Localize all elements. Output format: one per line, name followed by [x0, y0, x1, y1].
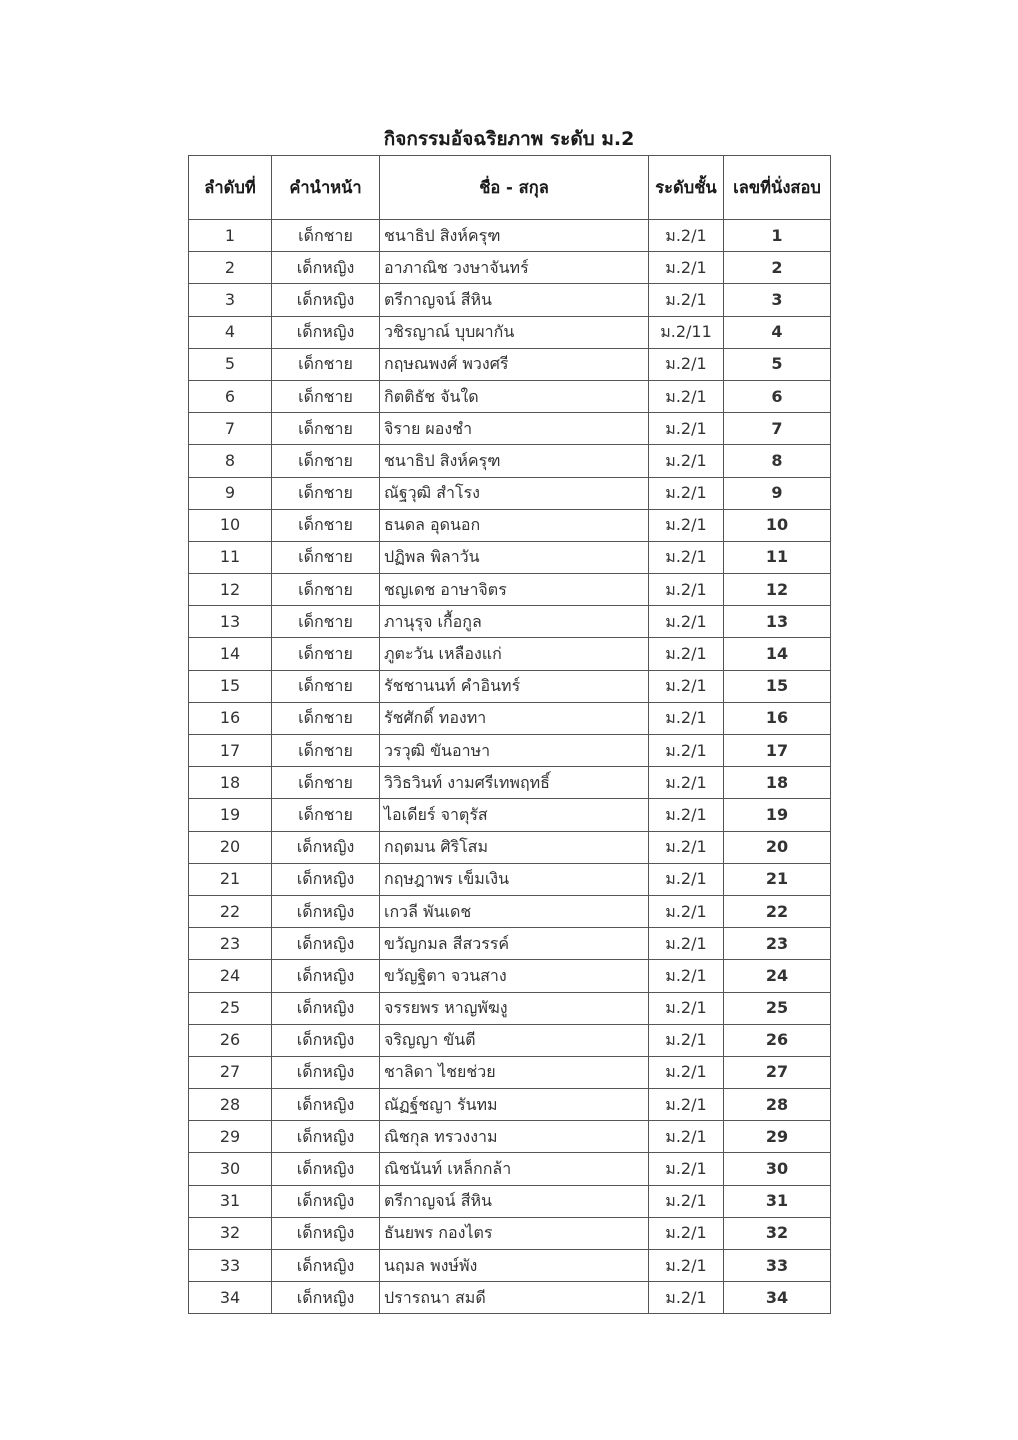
table-row — [189, 1024, 831, 1056]
table-row — [189, 1282, 831, 1314]
class-level-cell: ม.2/1 — [649, 1282, 724, 1314]
header-class-level: ระดับชั้น — [649, 156, 724, 220]
class-level-cell: ม.2/1 — [649, 445, 724, 477]
full-name-cell: ณิชกุล ทรวงงาม — [380, 1121, 649, 1153]
prefix-cell: เด็กชาย — [272, 799, 380, 831]
prefix-cell: เด็กหญิง — [272, 1024, 380, 1056]
full-name-cell: กิตติธัช จันใด — [380, 380, 649, 412]
class-level-cell: ม.2/1 — [649, 702, 724, 734]
seat-number-cell: 9 — [724, 477, 831, 509]
prefix-cell: เด็กชาย — [272, 445, 380, 477]
class-level-cell: ม.2/1 — [649, 1089, 724, 1121]
prefix-cell: เด็กหญิง — [272, 895, 380, 927]
order-number-cell: 11 — [189, 541, 272, 573]
full-name-cell: ภูตะวัน เหลืองแก่ — [380, 638, 649, 670]
order-number-cell: 9 — [189, 477, 272, 509]
seat-number-cell: 19 — [724, 799, 831, 831]
order-number-cell: 10 — [189, 509, 272, 541]
table-row — [189, 413, 831, 445]
full-name-cell: ธนดล อุดนอก — [380, 509, 649, 541]
table-row — [189, 316, 831, 348]
table-row — [189, 767, 831, 799]
order-number-cell: 28 — [189, 1089, 272, 1121]
class-level-cell: ม.2/1 — [649, 477, 724, 509]
order-number-cell: 21 — [189, 863, 272, 895]
seat-number-cell: 24 — [724, 960, 831, 992]
order-number-cell: 22 — [189, 895, 272, 927]
order-number-cell: 17 — [189, 735, 272, 767]
prefix-cell: เด็กหญิง — [272, 928, 380, 960]
order-number-cell: 18 — [189, 767, 272, 799]
prefix-cell: เด็กหญิง — [272, 1185, 380, 1217]
class-level-cell: ม.2/1 — [649, 767, 724, 799]
table-row — [189, 541, 831, 573]
full-name-cell: ไอเดียร์ จาตุรัส — [380, 799, 649, 831]
seat-number-cell: 32 — [724, 1217, 831, 1249]
full-name-cell: รัชศักดิ์ ทองทา — [380, 702, 649, 734]
prefix-cell: เด็กหญิง — [272, 316, 380, 348]
order-number-cell: 8 — [189, 445, 272, 477]
order-number-cell: 16 — [189, 702, 272, 734]
class-level-cell: ม.2/1 — [649, 831, 724, 863]
full-name-cell: ชญเดช อาษาจิตร — [380, 574, 649, 606]
class-level-cell: ม.2/1 — [649, 895, 724, 927]
prefix-cell: เด็กชาย — [272, 541, 380, 573]
prefix-cell: เด็กชาย — [272, 220, 380, 252]
prefix-cell: เด็กชาย — [272, 380, 380, 412]
full-name-cell: วรวุฒิ ขันอาษา — [380, 735, 649, 767]
seat-number-cell: 2 — [724, 252, 831, 284]
order-number-cell: 4 — [189, 316, 272, 348]
page-title: กิจกรรมอัจฉริยภาพ ระดับ ม.2 — [383, 128, 635, 150]
order-number-cell: 14 — [189, 638, 272, 670]
seat-number-cell: 14 — [724, 638, 831, 670]
table-row — [189, 863, 831, 895]
full-name-cell: กฤตมน ศิริโสม — [380, 831, 649, 863]
table-row — [189, 220, 831, 252]
full-name-cell: ณัฏฐ์ชญา รันทม — [380, 1089, 649, 1121]
header-order-number: ลำดับที่ — [189, 156, 272, 220]
table-row — [189, 1089, 831, 1121]
order-number-cell: 24 — [189, 960, 272, 992]
seat-number-cell: 20 — [724, 831, 831, 863]
full-name-cell: ตรีกาญจน์ สีหิน — [380, 284, 649, 316]
prefix-cell: เด็กหญิง — [272, 1250, 380, 1282]
seat-number-cell: 26 — [724, 1024, 831, 1056]
class-level-cell: ม.2/1 — [649, 380, 724, 412]
order-number-cell: 3 — [189, 284, 272, 316]
class-level-cell: ม.2/1 — [649, 735, 724, 767]
order-number-cell: 15 — [189, 670, 272, 702]
seat-number-cell: 23 — [724, 928, 831, 960]
order-number-cell: 12 — [189, 574, 272, 606]
seat-number-cell: 7 — [724, 413, 831, 445]
prefix-cell: เด็กชาย — [272, 477, 380, 509]
prefix-cell: เด็กหญิง — [272, 1217, 380, 1249]
order-number-cell: 7 — [189, 413, 272, 445]
prefix-cell: เด็กชาย — [272, 348, 380, 380]
class-level-cell: ม.2/1 — [649, 1250, 724, 1282]
prefix-cell: เด็กหญิง — [272, 1282, 380, 1314]
table-row — [189, 928, 831, 960]
table-row — [189, 348, 831, 380]
full-name-cell: ชนาธิป สิงห์ครุฑ — [380, 220, 649, 252]
seat-number-cell: 10 — [724, 509, 831, 541]
table-row — [189, 574, 831, 606]
table-row — [189, 831, 831, 863]
prefix-cell: เด็กหญิง — [272, 960, 380, 992]
class-level-cell: ม.2/1 — [649, 1217, 724, 1249]
table-row — [189, 702, 831, 734]
seat-number-cell: 11 — [724, 541, 831, 573]
full-name-cell: ขวัญกมล สีสวรรค์ — [380, 928, 649, 960]
order-number-cell: 20 — [189, 831, 272, 863]
table-row — [189, 252, 831, 284]
table-row — [189, 1217, 831, 1249]
class-level-cell: ม.2/1 — [649, 799, 724, 831]
order-number-cell: 26 — [189, 1024, 272, 1056]
prefix-cell: เด็กหญิง — [272, 831, 380, 863]
seat-number-cell: 30 — [724, 1153, 831, 1185]
prefix-cell: เด็กชาย — [272, 606, 380, 638]
full-name-cell: รัชชานนท์ คำอินทร์ — [380, 670, 649, 702]
class-level-cell: ม.2/1 — [649, 348, 724, 380]
table-row — [189, 1121, 831, 1153]
table-row — [189, 638, 831, 670]
order-number-cell: 6 — [189, 380, 272, 412]
table-row — [189, 670, 831, 702]
table-row — [189, 606, 831, 638]
full-name-cell: ตรีกาญจน์ สีหิน — [380, 1185, 649, 1217]
prefix-cell: เด็กชาย — [272, 574, 380, 606]
seat-number-cell: 12 — [724, 574, 831, 606]
prefix-cell: เด็กหญิง — [272, 252, 380, 284]
seat-number-cell: 4 — [724, 316, 831, 348]
prefix-cell: เด็กชาย — [272, 509, 380, 541]
seat-number-cell: 18 — [724, 767, 831, 799]
order-number-cell: 33 — [189, 1250, 272, 1282]
class-level-cell: ม.2/1 — [649, 928, 724, 960]
order-number-cell: 2 — [189, 252, 272, 284]
full-name-cell: ปฏิพล พิลาวัน — [380, 541, 649, 573]
seat-number-cell: 3 — [724, 284, 831, 316]
class-level-cell: ม.2/1 — [649, 252, 724, 284]
full-name-cell: ธันยพร กองไตร — [380, 1217, 649, 1249]
class-level-cell: ม.2/1 — [649, 509, 724, 541]
table-row — [189, 1056, 831, 1088]
class-level-cell: ม.2/1 — [649, 284, 724, 316]
table-body — [189, 220, 831, 1314]
seat-number-cell: 28 — [724, 1089, 831, 1121]
seat-number-cell: 29 — [724, 1121, 831, 1153]
seat-number-cell: 33 — [724, 1250, 831, 1282]
table-row — [189, 992, 831, 1024]
seat-number-cell: 21 — [724, 863, 831, 895]
prefix-cell: เด็กหญิง — [272, 1153, 380, 1185]
table-row — [189, 445, 831, 477]
class-level-cell: ม.2/1 — [649, 541, 724, 573]
order-number-cell: 27 — [189, 1056, 272, 1088]
seat-number-cell: 17 — [724, 735, 831, 767]
seat-number-cell: 8 — [724, 445, 831, 477]
header-seat-number: เลขที่นั่งสอบ — [724, 156, 831, 220]
table-row — [189, 960, 831, 992]
table-row — [189, 1185, 831, 1217]
order-number-cell: 5 — [189, 348, 272, 380]
order-number-cell: 34 — [189, 1282, 272, 1314]
order-number-cell: 30 — [189, 1153, 272, 1185]
prefix-cell: เด็กหญิง — [272, 1056, 380, 1088]
table-row — [189, 284, 831, 316]
seat-number-cell: 31 — [724, 1185, 831, 1217]
table-row — [189, 1153, 831, 1185]
prefix-cell: เด็กชาย — [272, 413, 380, 445]
table-row — [189, 735, 831, 767]
header-prefix: คำนำหน้า — [272, 156, 380, 220]
table-row — [189, 380, 831, 412]
seat-number-cell: 27 — [724, 1056, 831, 1088]
full-name-cell: อาภาณิช วงษาจันทร์ — [380, 252, 649, 284]
seat-number-cell: 5 — [724, 348, 831, 380]
prefix-cell: เด็กชาย — [272, 767, 380, 799]
order-number-cell: 29 — [189, 1121, 272, 1153]
full-name-cell: นฤมล พงษ์พัง — [380, 1250, 649, 1282]
order-number-cell: 31 — [189, 1185, 272, 1217]
full-name-cell: จริญญา ขันตี — [380, 1024, 649, 1056]
seat-number-cell: 22 — [724, 895, 831, 927]
class-level-cell: ม.2/1 — [649, 220, 724, 252]
class-level-cell: ม.2/1 — [649, 1185, 724, 1217]
order-number-cell: 32 — [189, 1217, 272, 1249]
class-level-cell: ม.2/1 — [649, 670, 724, 702]
seat-number-cell: 13 — [724, 606, 831, 638]
class-level-cell: ม.2/1 — [649, 1153, 724, 1185]
table-row — [189, 895, 831, 927]
seat-number-cell: 16 — [724, 702, 831, 734]
table-row — [189, 1250, 831, 1282]
class-level-cell: ม.2/1 — [649, 863, 724, 895]
table-row — [189, 477, 831, 509]
order-number-cell: 13 — [189, 606, 272, 638]
full-name-cell: ภานุรุจ เกื้อกูล — [380, 606, 649, 638]
prefix-cell: เด็กชาย — [272, 638, 380, 670]
table-row — [189, 799, 831, 831]
class-level-cell: ม.2/1 — [649, 606, 724, 638]
prefix-cell: เด็กชาย — [272, 702, 380, 734]
table-header-row — [189, 156, 831, 220]
class-level-cell: ม.2/1 — [649, 992, 724, 1024]
prefix-cell: เด็กหญิง — [272, 1089, 380, 1121]
prefix-cell: เด็กหญิง — [272, 1121, 380, 1153]
full-name-cell: กฤษณพงศ์ พวงศรี — [380, 348, 649, 380]
class-level-cell: ม.2/1 — [649, 638, 724, 670]
class-level-cell: ม.2/1 — [649, 1024, 724, 1056]
prefix-cell: เด็กหญิง — [272, 284, 380, 316]
full-name-cell: กฤษฎาพร เข็มเงิน — [380, 863, 649, 895]
header-full-name: ชื่อ - สกุล — [380, 156, 649, 220]
order-number-cell: 23 — [189, 928, 272, 960]
order-number-cell: 25 — [189, 992, 272, 1024]
student-roster-table — [188, 155, 831, 1314]
class-level-cell: ม.2/1 — [649, 1056, 724, 1088]
full-name-cell: วิวิธวินท์ งามศรีเทพฤทธิ์ — [380, 767, 649, 799]
class-level-cell: ม.2/1 — [649, 1121, 724, 1153]
order-number-cell: 19 — [189, 799, 272, 831]
full-name-cell: จรรยพร หาญพัฆงู — [380, 992, 649, 1024]
seat-number-cell: 6 — [724, 380, 831, 412]
full-name-cell: ณัฐวุฒิ สำโรง — [380, 477, 649, 509]
prefix-cell: เด็กชาย — [272, 670, 380, 702]
prefix-cell: เด็กหญิง — [272, 863, 380, 895]
full-name-cell: ปรารถนา สมดี — [380, 1282, 649, 1314]
seat-number-cell: 15 — [724, 670, 831, 702]
full-name-cell: วชิรญาณ์ บุบผากัน — [380, 316, 649, 348]
class-level-cell: ม.2/11 — [649, 316, 724, 348]
seat-number-cell: 34 — [724, 1282, 831, 1314]
full-name-cell: ชาลิดา ไชยช่วย — [380, 1056, 649, 1088]
seat-number-cell: 25 — [724, 992, 831, 1024]
class-level-cell: ม.2/1 — [649, 413, 724, 445]
full-name-cell: ชนาธิป สิงห์ครุฑ — [380, 445, 649, 477]
order-number-cell: 1 — [189, 220, 272, 252]
class-level-cell: ม.2/1 — [649, 574, 724, 606]
prefix-cell: เด็กชาย — [272, 735, 380, 767]
full-name-cell: ขวัญฐิตา จวนสาง — [380, 960, 649, 992]
full-name-cell: จิราย ผองชำ — [380, 413, 649, 445]
table-row — [189, 509, 831, 541]
seat-number-cell: 1 — [724, 220, 831, 252]
prefix-cell: เด็กหญิง — [272, 992, 380, 1024]
class-level-cell: ม.2/1 — [649, 960, 724, 992]
full-name-cell: ณิชนันท์ เหล็กกล้า — [380, 1153, 649, 1185]
full-name-cell: เกวลี พันเดช — [380, 895, 649, 927]
